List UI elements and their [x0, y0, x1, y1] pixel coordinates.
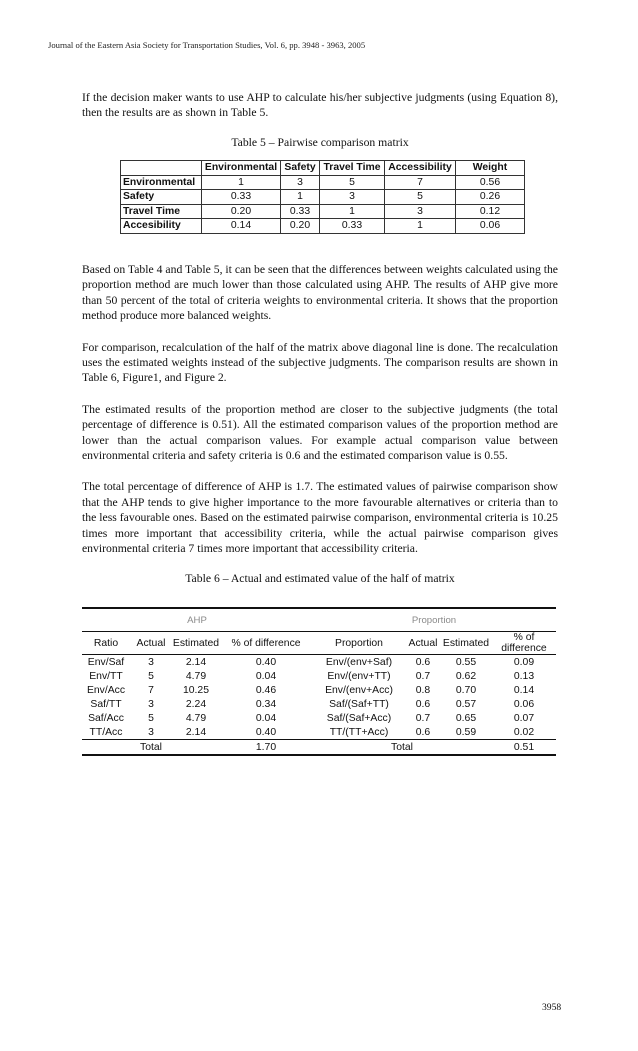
table6-cell: 0.55	[455, 656, 477, 668]
table5-header-row	[121, 161, 525, 176]
table6-col-header: Proportion	[312, 632, 406, 655]
table5-row-label: Environmental	[121, 175, 202, 190]
table-row	[82, 655, 556, 670]
table5-pairwise-matrix	[120, 160, 525, 234]
table6-cell: 0.57	[455, 698, 477, 710]
table6-cell: 0.09	[513, 656, 535, 668]
table5-cell: 7	[385, 175, 456, 190]
table5-col-header: Safety	[281, 161, 320, 176]
table5-cell: 5	[385, 190, 456, 205]
table5-cell: 3	[320, 190, 385, 205]
table6-cell: 0.70	[455, 684, 477, 696]
table6-cell: 4.79	[185, 670, 207, 682]
table6-total-ahp: 1.70	[220, 740, 312, 756]
table6-cell: 4.79	[185, 712, 207, 724]
table6-col-header: % of difference	[492, 632, 556, 655]
table6-cell: 0.7	[415, 712, 431, 724]
table-row	[82, 697, 556, 711]
table6-col-header: Actual	[406, 632, 440, 655]
table-row	[121, 219, 525, 234]
table6-cell: 3	[148, 698, 154, 710]
table6-cell: 0.59	[455, 726, 477, 738]
table6-caption: Table 6 – Actual and estimated value of the half of matrix	[185, 571, 455, 585]
table5-row-label: Travel Time	[121, 204, 202, 219]
table6-cell: 0.40	[255, 656, 277, 668]
table6-group-ahp: AHP	[82, 608, 312, 632]
table6-cell: Env/(env+TT)	[327, 670, 391, 682]
table6-cell: Env/(env+Acc)	[325, 684, 393, 696]
table6-cell: 0.04	[255, 670, 277, 682]
table6-col-header: Actual	[130, 632, 172, 655]
table6-actual-estimated	[82, 607, 556, 756]
table6-cell: 0.04	[255, 712, 277, 724]
table5-cell: 0.06	[456, 219, 525, 234]
table6-cell: 3	[148, 656, 154, 668]
table5-cell: 0.20	[281, 219, 320, 234]
table6-cell: 0.02	[513, 726, 535, 738]
table5-col-header: Environmental	[202, 161, 281, 176]
table-row	[82, 725, 556, 740]
table6-cell: 0.06	[513, 698, 535, 710]
table-row	[121, 175, 525, 190]
table5-caption: Table 5 – Pairwise comparison matrix	[231, 135, 409, 149]
table6-cell: Saf/Acc	[88, 712, 124, 724]
table5-cell: 1	[202, 175, 281, 190]
table5-cell: 0.12	[456, 204, 525, 219]
table6-cell: Saf/(Saf+Acc)	[326, 712, 392, 724]
table6-cell: 0.65	[455, 712, 477, 724]
table5-cell: 1	[385, 219, 456, 234]
table6-cell: 0.14	[513, 684, 535, 696]
table-row	[121, 190, 525, 205]
page-body	[82, 90, 558, 150]
table6-cell: 2.14	[185, 726, 207, 738]
table6-cell: 7	[148, 684, 154, 696]
table6-cell: Env/TT	[89, 670, 123, 682]
table6-group-row	[82, 608, 556, 632]
table6-cell: 0.40	[255, 726, 277, 738]
table-row	[82, 711, 556, 725]
paragraph-3: For comparison, recalculation of the half of the matrix above diagonal line is done. The recalculation uses the estimated weights instead of the subjective judgments. The comparison results are shown in Table 6, Figure1, and Figure 2.	[82, 340, 558, 385]
table6-cell: 2.14	[185, 656, 207, 668]
table6-col-header: Estimated	[172, 632, 220, 655]
table5-cell: 3	[281, 175, 320, 190]
paragraph-4: The estimated results of the proportion method are closer to the subjective judgments (the total percentage of difference is 0.51). All the estimated comparison values of the proportion method are lower than the actual comparison values. For example actual comparison value between environmental criteria and safety criteria is 0.6 and the estimated comparison value is 0.55.	[82, 402, 558, 463]
table6-cell: 0.34	[255, 698, 277, 710]
table6-cell: 0.13	[513, 670, 535, 682]
table6-cell: Env/(env+Saf)	[325, 656, 393, 668]
table5-cell: 0.26	[456, 190, 525, 205]
table6-col-header: % of difference	[220, 632, 312, 655]
table5-cell: 0.33	[320, 219, 385, 234]
table6-cell: TT/(TT+Acc)	[329, 726, 389, 738]
paragraph-5: The total percentage of difference of AHP is 1.7. The estimated values of pairwise comparison show that the AHP tends to give higher importance to the more favourable alternatives or criteria than to the less favourable ones. Based on the estimated pairwise comparison, environmental criteria is 10.25 times more important that accessibility criteria, while the actual pairwise comparison gives environmental criteria 7 times more important that accessibility criteria.	[82, 480, 558, 556]
table6-total-label-proportion: Total	[312, 740, 492, 756]
table6-col-header: Estimated	[440, 632, 492, 655]
table6-cell: 0.07	[513, 712, 535, 724]
running-header: Journal of the Eastern Asia Society for Transportation Studies, Vol. 6, pp. 3948 - 3963, 2005	[48, 40, 366, 50]
table6-cell: 0.8	[415, 684, 431, 696]
table6-cell: 5	[148, 712, 154, 724]
table6-cell: Saf/(Saf+TT)	[329, 698, 389, 710]
table6-col-header: Ratio	[82, 632, 130, 655]
table5-row-label: Safety	[121, 190, 202, 205]
paragraph-1: If the decision maker wants to use AHP to calculate his/her subjective judgments (using Equation 8), then the results are as shown in Table 5.	[82, 91, 558, 120]
table5-col-header: Weight	[456, 161, 525, 176]
table5-cell: 3	[385, 204, 456, 219]
table6-cell: TT/Acc	[89, 726, 123, 738]
paragraph-2: Based on Table 4 and Table 5, it can be seen that the differences between weights calculated using the proportion method are much lower than those calculated using AHP. The results of AHP give more than 50 percent of the total of criteria weights to environmental criteria. It shows that the proportion method produce more balanced weights.	[82, 263, 558, 323]
table6-cell: 0.6	[415, 656, 431, 668]
table6-total-row	[82, 740, 556, 756]
table6-cell: 3	[148, 726, 154, 738]
table6-cell: Env/Saf	[87, 656, 125, 668]
table6-group-proportion: Proportion	[312, 608, 556, 632]
table6-cell: 5	[148, 670, 154, 682]
table6-total-proportion: 0.51	[492, 740, 556, 756]
table6-header-row	[82, 632, 556, 655]
table5-cell: 0.56	[456, 175, 525, 190]
table5-cell: 0.33	[281, 204, 320, 219]
table6-cell: 0.7	[415, 670, 431, 682]
table6-cell: Env/Acc	[86, 684, 126, 696]
table6-cell: 0.6	[415, 698, 431, 710]
page-number: 3958	[542, 1002, 562, 1013]
table5-row-label: Accesibility	[121, 219, 202, 234]
table5-corner-cell	[121, 161, 202, 176]
table6-total-label-ahp: Total	[82, 740, 220, 756]
table6-cell: 0.6	[415, 726, 431, 738]
table-row	[82, 669, 556, 683]
table5-col-header: Travel Time	[320, 161, 385, 176]
table5-cell: 5	[320, 175, 385, 190]
table6-cell: 2.24	[185, 698, 207, 710]
table6-cell: Saf/TT	[90, 698, 122, 710]
table5-cell: 0.33	[202, 190, 281, 205]
table5-col-header: Accessibility	[385, 161, 456, 176]
table6-cell: 10.25	[182, 684, 209, 696]
table5-cell: 1	[320, 204, 385, 219]
table6-cell: 0.62	[455, 670, 477, 682]
page-body-continued	[82, 262, 558, 586]
table5-cell: 1	[281, 190, 320, 205]
table5-cell: 0.14	[202, 219, 281, 234]
table-row	[121, 204, 525, 219]
table-row	[82, 683, 556, 697]
table5-cell: 0.20	[202, 204, 281, 219]
table6-cell: 0.46	[255, 684, 277, 696]
